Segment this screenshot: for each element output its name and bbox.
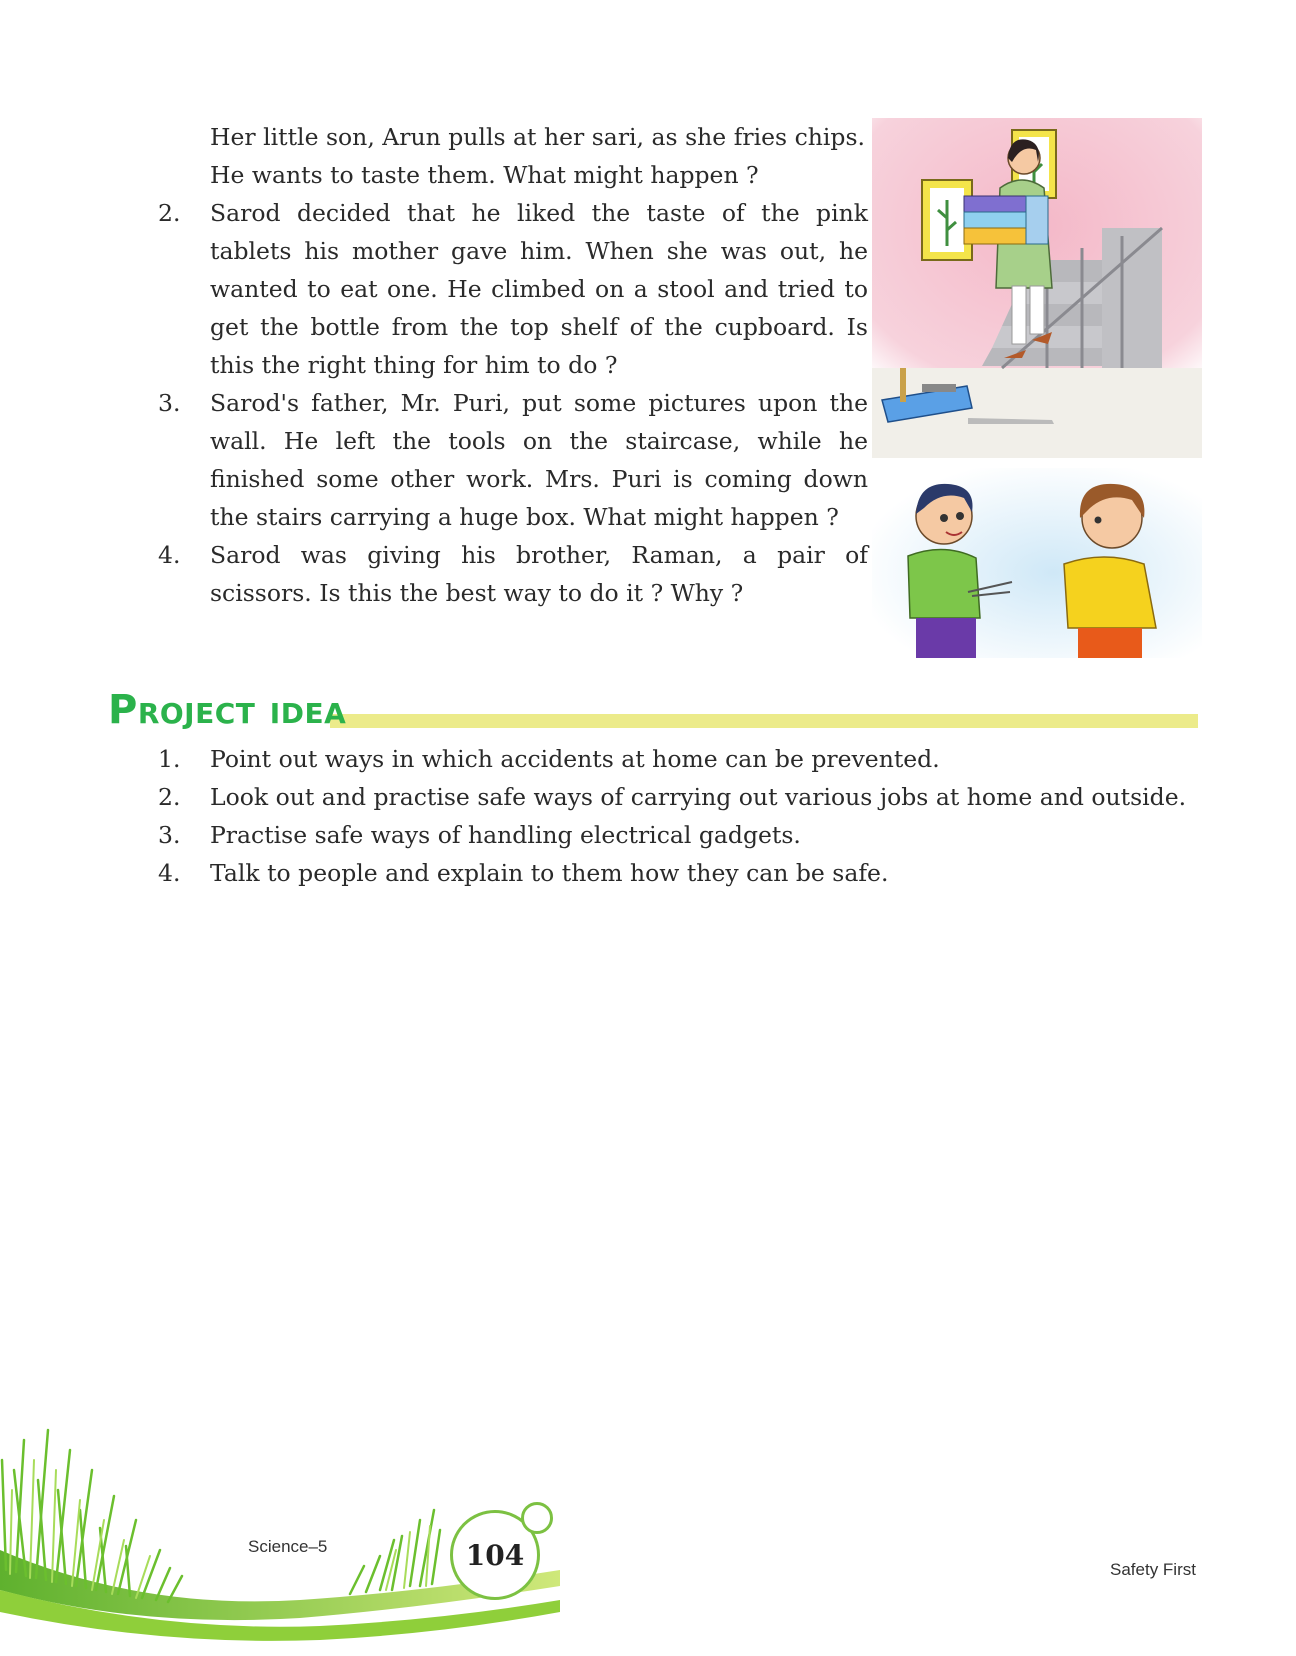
item-number: 4.	[158, 859, 181, 887]
list-item	[158, 854, 1208, 892]
list-item	[158, 816, 1208, 854]
question-number: 4.	[158, 541, 181, 569]
item-number: 3.	[158, 821, 181, 849]
scissors-illustration	[872, 468, 1202, 658]
item-number: 2.	[158, 783, 181, 811]
list-item	[158, 778, 1208, 816]
question-text: Sarod decided that he liked the taste of the pink tablets his mother gave him. When she was out, he wanted to eat one. He climbed on a stool and tried to get the bottle from the top shelf of the cupboard. Is this the right thing for him to do ?	[210, 199, 868, 379]
question-item	[158, 384, 868, 536]
question-text: Sarod was giving his brother, Raman, a pair of scissors. Is this the best way to do it ? Why ?	[210, 541, 868, 607]
question-number: 2.	[158, 199, 181, 227]
question-item	[158, 536, 868, 612]
question-text: Sarod's father, Mr. Puri, put some pictures upon the wall. He left the tools on the staircase, while he finished some other work. Mrs. Puri is coming down the stairs carrying a huge box. What might happen ?	[210, 389, 868, 531]
staircase-illustration	[872, 118, 1202, 458]
project-idea-heading: Project idea	[108, 687, 347, 733]
item-number: 1.	[158, 745, 181, 773]
page-number: 104	[450, 1510, 540, 1600]
project-list	[158, 740, 1208, 892]
item-text: Talk to people and explain to them how they can be safe.	[210, 859, 889, 887]
footer-chapter-title: Safety First	[1110, 1560, 1196, 1579]
item-text: Look out and practise safe ways of carrying out various jobs at home and outside.	[210, 783, 1187, 811]
item-text: Point out ways in which accidents at home can be prevented.	[210, 745, 940, 773]
question-item	[158, 194, 868, 384]
list-item	[158, 740, 1208, 778]
intro-paragraph: Her little son, Arun pulls at her sari, as she fries chips. He wants to taste them. What might happen ?	[210, 123, 865, 189]
page-number-dot	[521, 1502, 553, 1534]
footer-book-title: Science–5	[248, 1537, 328, 1556]
question-number: 3.	[158, 389, 181, 417]
item-text: Practise safe ways of handling electrical gadgets.	[210, 821, 801, 849]
heading-bar	[330, 714, 1198, 728]
